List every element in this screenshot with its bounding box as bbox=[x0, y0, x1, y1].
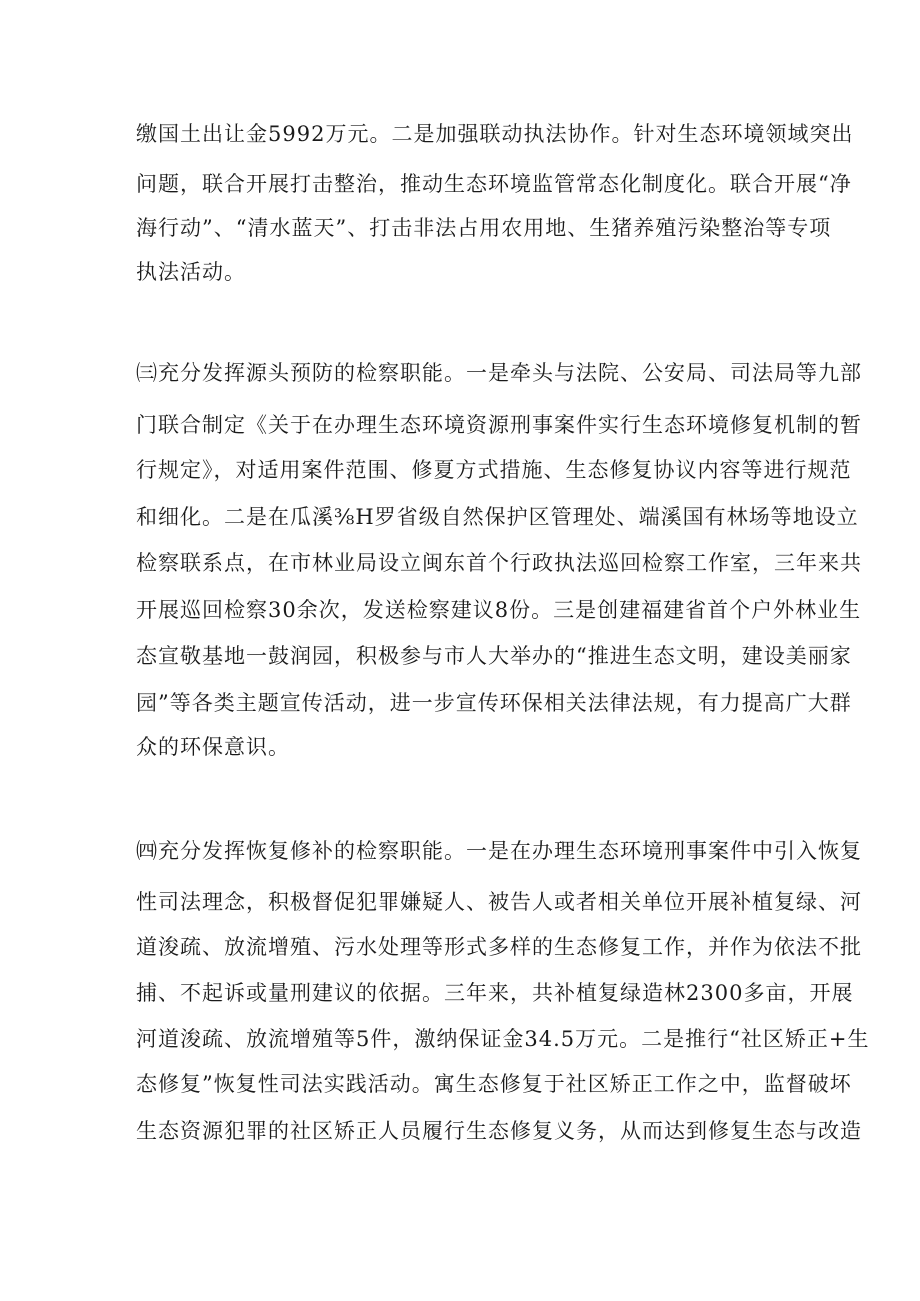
paragraph-line: 海行动”、“清水蓝天”、打击非法占用农用地、生猪养殖污染整治等专项 bbox=[136, 216, 832, 240]
paragraph-line: 性司法理念，积极督促犯罪嫌疑人、被告人或者相关单位开展补植复绿、河 bbox=[136, 890, 862, 914]
paragraph-line: 执法活动。 bbox=[136, 260, 246, 284]
paragraph-line: 行规定》，对适用案件范围、修夏方式措施、生态修复协议内容等进行规范 bbox=[136, 458, 852, 482]
paragraph-line: 道浚疏、放流增殖、污水处理等形式多样的生态修复工作，并作为依法不批 bbox=[136, 935, 862, 959]
paragraph-line: 态修复”恢复性司法实践活动。寓生态修复于社区矫正工作之中，监督破坏 bbox=[136, 1072, 852, 1096]
paragraph-line: 缴国土出让金5992万元。二是加强联动执法协作。针对生态环境领域突出 bbox=[136, 122, 854, 146]
paragraph-line: 众的环保意识。 bbox=[136, 735, 290, 759]
paragraph-line: 开展巡回检察30余次，发送检察建议8份。三是创建福建省首个户外林业生 bbox=[136, 598, 862, 622]
paragraph-line: 捕、不起诉或量刑建议的依据。三年来，共补植复绿造林2300多亩，开展 bbox=[136, 981, 854, 1005]
paragraph-line: 生态资源犯罪的社区矫正人员履行生态修复义务，从而达到修复生态与改造 bbox=[136, 1119, 862, 1143]
paragraph-line: 河道浚疏、放流增殖等5件，激纳保证金34.5万元。二是推行“社区矫正+生 bbox=[136, 1027, 870, 1051]
paragraph-line: 问题，联合开展打击整治，推动生态环境监管常态化制度化。联合开展“净 bbox=[136, 172, 852, 196]
paragraph-line: 门联合制定《关于在办理生态环境资源刑事案件实行生态环境修复机制的暂 bbox=[136, 413, 862, 437]
paragraph-line: 态宣敬基地一鼓润园，积极参与市人大举办的“推进生态文明，建设美丽家 bbox=[136, 644, 852, 668]
paragraph-line: 园”等各类主题宣传活动，进一步宣传环保相关法律法规，有力提高广大群 bbox=[136, 691, 852, 715]
paragraph-line: ㈢充分发挥源头预防的检察职能。一是牵头与法院、公安局、司法局等九部 bbox=[136, 361, 862, 385]
paragraph-line: 检察联系点，在市林业局设立闽东首个行政执法巡回检察工作室，三年来共 bbox=[136, 551, 862, 575]
paragraph-line: ㈣充分发挥恢复修补的检察职能。一是在办理生态环境刑事案件中引入恢复 bbox=[136, 839, 862, 863]
paragraph-line: 和细化。二是在瓜溪⅜H罗省级自然保护区管理处、端溪国有林场等地设立 bbox=[136, 505, 859, 529]
